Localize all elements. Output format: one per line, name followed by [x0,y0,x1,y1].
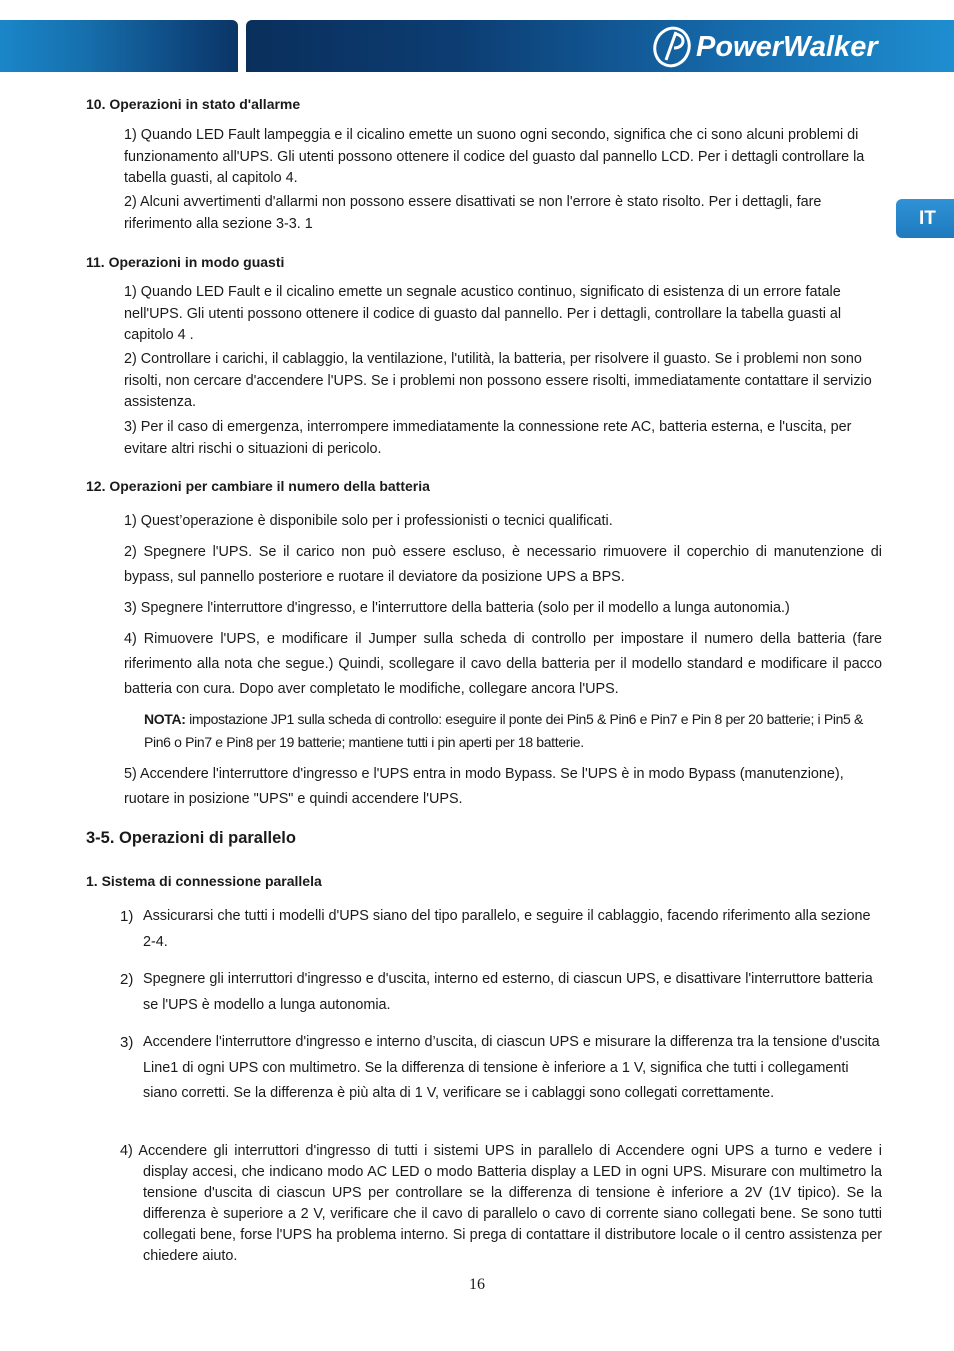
list-item-text: Accendere l'interruttore d'ingresso e interno d’uscita, di ciascun UPS e misurare la differenza tra la tensione d'uscita Line1 di ogni UPS con multimetro. Se la differenza di tensione è inferiore a 1 V, significa che tutti i collegamenti siano corretti. Se la differenza è più alta di 1 V, verificare se i cablaggi sono collegati correttamente. [143,1034,880,1101]
section-12-paragraph-4: 4) Rimuovere l'UPS, e modificare il Jumper sulla scheda di controllo per impostare il numero della batteria (fare riferimento alla nota che segue.) Quindi, scollegare il cavo della batteria per il modello standard e modificare il pacco batteria con cura. Dopo aver completato le modifiche, collegare ancora l'UPS. [124,631,882,697]
svg-text:PowerWalker: PowerWalker [696,31,878,63]
list-item [120,904,882,955]
section-10-paragraph-1: 1) Quando LED Fault lampeggia e il cicalino emette un suono ogni secondo, significa che ci sono alcuni problemi di funzionamento all'UPS. Gli utenti possono ottenere il codice del guasto dal pannello LCD. Per i dettagli controllare la tabella guasti, al capitolo 4. [124,127,865,186]
list-item-number: 3) [120,1034,134,1051]
section-12-paragraph-5: 5) Accendere l'interruttore d'ingresso e l'UPS entra in modo Bypass. Se l'UPS è in modo Bypass (manutenzione), ruotare in posizione "UPS" e quindi accendere l'UPS. [124,766,844,807]
list-item-number: 2) [120,971,134,988]
section-3-5-title: 3-5. Operazioni di parallelo [86,829,296,847]
section-11-title: 11. Operazioni in modo guasti [86,254,285,270]
list-item-4: 4) Accendere gli interruttori d'ingresso di tutti i sistemi UPS in parallelo di Accendere ogni UPS a turno e vedere i display accesi, che indicano modo AC LED o modo Batteria display a LED in ogni UPS. Misurare con multimetro la tensione d'uscita di ciascun UPS per controllare se la differenza di tensione è inferiore a 2V (1V tipico). Se la differenza è superiore a 2 V, verificare che il cavo di parallelo o cavo di corrente siano collegati bene. Se sono tutti collegati bene, forse l'UPS ha problema interno. Si prega di contattare il distributore locale o il centro assistenza per chiedere aiuto. [120,1143,882,1264]
list-item [120,967,882,1018]
note-label: NOTA: [144,711,186,727]
section-10-title: 10. Operazioni in stato d'allarme [86,96,301,112]
language-tab-it[interactable]: IT [896,199,954,238]
battery-note [144,708,884,754]
section-12-paragraph-1: 1) Quest’operazione è disponibile solo per i professionisti o tecnici qualificati. [124,513,613,529]
section-3-5-subtitle: 1. Sistema di connessione parallela [86,873,322,889]
note-text: impostazione JP1 sulla scheda di controllo: eseguire il ponte dei Pin5 & Pin6 e Pin7 e Pin 8 per 20 batterie; i Pin5 & Pin6 o Pin7 e Pin8 per 19 batterie; mantiene tutti i pin aperti per 18 batterie. [144,711,863,750]
section-11-paragraph-1: 1) Quando LED Fault e il cicalino emette un segnale acustico continuo, significato di esistenza di un errore fatale nell'UPS. Gli utenti possono ottenere il codice di guasto dal pannello. Per i dettagli, controllare la tabella guasti al capitolo 4 . [124,284,842,343]
page-number: 16 [469,1276,485,1293]
list-item-number: 1) [120,908,134,925]
powerwalker-logo [650,22,950,70]
section-11-paragraph-2: 2) Controllare i carichi, il cablaggio, la ventilazione, l'utilità, la batteria, per risolvere il guasto. Se i problemi non sono risolti, non cercare d'accendere l'UPS. Se i problemi non possono essere risolti, immediatamente contattare il servizio assistenza. [124,351,872,410]
header-band-left [0,20,238,72]
section-10-paragraph-2: 2) Alcuni avvertimenti d'allarmi non possono essere disattivati se non l'errore è stato risolto. Per i dettagli, fare riferimento alla sezione 3-3. 1 [124,194,822,232]
list-item-text: Assicurarsi che tutti i modelli d'UPS siano del tipo parallelo, e seguire il cablaggio, facendo riferimento alla sezione 2-4. [143,908,871,950]
section-11-paragraph-3: 3) Per il caso di emergenza, interrompere immediatamente la connessione rete AC, batteria esterna, e l'uscita, per evitare altri rischi o situazioni di pericolo. [124,419,852,457]
section-12-paragraph-3: 3) Spegnere l'interruttore d'ingresso, e l'interruttore della batteria (solo per il modello a lunga autonomia.) [124,600,790,616]
section-12-paragraph-2: 2) Spegnere l'UPS. Se il carico non può essere escluso, è necessario rimuovere il coperchio di manutenzione di bypass, sul pannello posteriore e ruotare il deviatore da posizione UPS a BPS. [124,544,882,585]
list-item-text: Spegnere gli interruttori d'ingresso e d'uscita, interno ed esterno, di ciascun UPS, e disattivare l'interruttore batteria se l'UPS è modello a lunga autonomia. [143,971,873,1013]
page-header [0,0,954,75]
section-12-title: 12. Operazioni per cambiare il numero della batteria [86,478,430,494]
list-item [120,1030,882,1107]
